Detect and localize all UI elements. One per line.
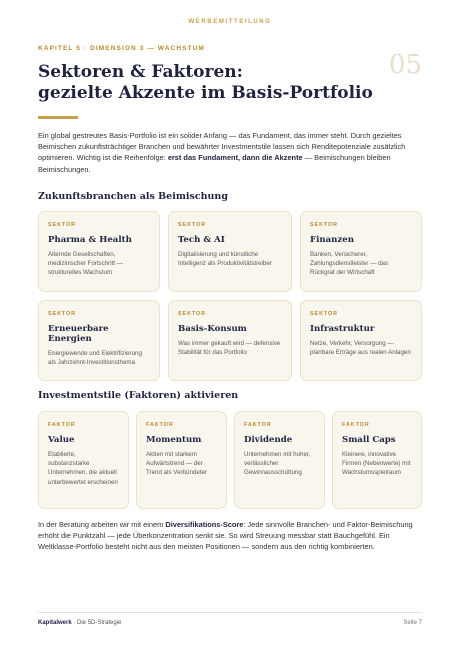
card-title: Basis-Konsum bbox=[178, 324, 247, 334]
document-label: WERBEMITTEILUNG bbox=[188, 19, 272, 25]
card-title: Dividende bbox=[244, 435, 293, 445]
card-tag: FAKTOR bbox=[244, 422, 272, 428]
closing-text-1: In der Beratung arbeiten wir mit einem bbox=[38, 520, 166, 529]
card-tag: SEKTOR bbox=[178, 222, 206, 228]
card-title: Tech & AI bbox=[178, 235, 225, 245]
factor-card-momentum bbox=[136, 411, 227, 509]
sector-card-tech-ai bbox=[168, 211, 292, 292]
footer-brand bbox=[38, 620, 121, 626]
closing-text-2: : Jede sinnvolle Branchen- und Faktor-Beimischung erhöht die Punktzahl — jede Überkonzentration senkt sie. So wird Streuung messbar statt Bauchgefühl. Ein Weltklasse-Portfolio besteht nicht aus den meisten Positionen — sondern aus den richtig kombinierten. bbox=[38, 520, 413, 552]
card-description: Was immer gekauft wird — defensive Stabilität für das Portfolio bbox=[178, 340, 281, 357]
sector-card-erneuerbare-energien bbox=[38, 300, 160, 381]
card-tag: SEKTOR bbox=[310, 222, 338, 228]
card-title: Erneuerbare Energien bbox=[48, 324, 109, 344]
card-title: Infrastruktur bbox=[310, 324, 375, 334]
card-tag: SEKTOR bbox=[178, 311, 206, 317]
sector-card-infrastruktur bbox=[300, 300, 422, 381]
sectors-heading: Zukunftsbranchen als Beimischung bbox=[38, 191, 228, 202]
footer-divider bbox=[38, 612, 422, 613]
chapter-label: KAPITEL 5 · DIMENSION 3 — WACHSTUM bbox=[38, 45, 205, 52]
card-tag: FAKTOR bbox=[48, 422, 76, 428]
card-title: Pharma & Health bbox=[48, 235, 132, 245]
factor-card-value bbox=[38, 411, 129, 509]
brand-subtitle: · Die 5D-Strategie bbox=[71, 620, 122, 626]
closing-bold: Diversifikations-Score bbox=[165, 520, 244, 529]
sector-card-finanzen bbox=[300, 211, 422, 292]
card-description: Banken, Versicherer, Zahlungsdienstleister — das Rückgrat der Wirtschaft bbox=[310, 251, 389, 277]
sector-card-basis-konsum bbox=[168, 300, 292, 381]
intro-text-1: Ein global gestreutes Basis-Portfolio ist ein solider Anfang — das Fundament, das immer steht. Durch gezieltes Beimischen zukunftsträchtiger Branchen und bewährter Investmentstile lassen sich Renditepotenziale zusätzlich optimieren. Wichtig ist die Reihenfolge: bbox=[38, 131, 406, 163]
card-description: Kleinere, innovative Firmen (Nebenwerte) mit Wachstumsspielraum bbox=[342, 451, 411, 477]
page-title bbox=[38, 62, 398, 104]
factor-card-small-caps bbox=[332, 411, 422, 509]
card-title: Finanzen bbox=[310, 235, 355, 245]
card-description: Energiewende und Elektrifizierung als Jahrzehnt-Investitionsthema bbox=[48, 350, 142, 367]
footer-page-number: Seite 7 bbox=[403, 620, 422, 626]
card-tag: SEKTOR bbox=[48, 222, 76, 228]
card-title: Small Caps bbox=[342, 435, 396, 445]
title-accent-divider bbox=[38, 116, 78, 119]
intro-paragraph bbox=[38, 130, 420, 175]
card-description: Alternde Gesellschaften, medizinischer Fortschritt — strukturelles Wachstum bbox=[48, 251, 123, 277]
card-tag: SEKTOR bbox=[48, 311, 76, 317]
sector-card-pharma-health bbox=[38, 211, 160, 292]
factors-heading: Investmentstile (Faktoren) aktivieren bbox=[38, 390, 239, 401]
card-description: Digitalisierung und künstliche Intelligenz als Produktivitätstreiber bbox=[178, 251, 272, 268]
card-title: Momentum bbox=[146, 435, 202, 445]
closing-paragraph bbox=[38, 519, 422, 553]
card-tag: SEKTOR bbox=[310, 311, 338, 317]
chapter-number: 05 bbox=[388, 50, 422, 80]
card-description: Netze, Verkehr, Versorgung — planbare Erträge aus realen Anlagen bbox=[310, 340, 411, 357]
brand-name: Kapitalwerk bbox=[38, 620, 72, 626]
card-tag: FAKTOR bbox=[146, 422, 174, 428]
card-title: Value bbox=[48, 435, 75, 445]
page-title-line-2: gezielte Akzente im Basis-Portfolio bbox=[38, 83, 373, 103]
factor-card-dividende bbox=[234, 411, 325, 509]
card-tag: FAKTOR bbox=[342, 422, 370, 428]
card-description: Etablierte, substanzstarke Unternehmen, die aktuell unterbewertet erscheinen bbox=[48, 451, 118, 486]
card-description: Aktien mit starkem Aufwärtstrend — der Trend als Verbündeter bbox=[146, 451, 207, 477]
intro-text-2: — Beimischungen bleiben Beimischungen. bbox=[38, 153, 391, 174]
card-description: Unternehmen mit hoher, verlässlicher Gewinnausschüttung bbox=[244, 451, 311, 477]
page-title-line-1: Sektoren & Faktoren: bbox=[38, 62, 243, 82]
intro-bold: erst das Fundament, dann die Akzente bbox=[167, 153, 303, 163]
